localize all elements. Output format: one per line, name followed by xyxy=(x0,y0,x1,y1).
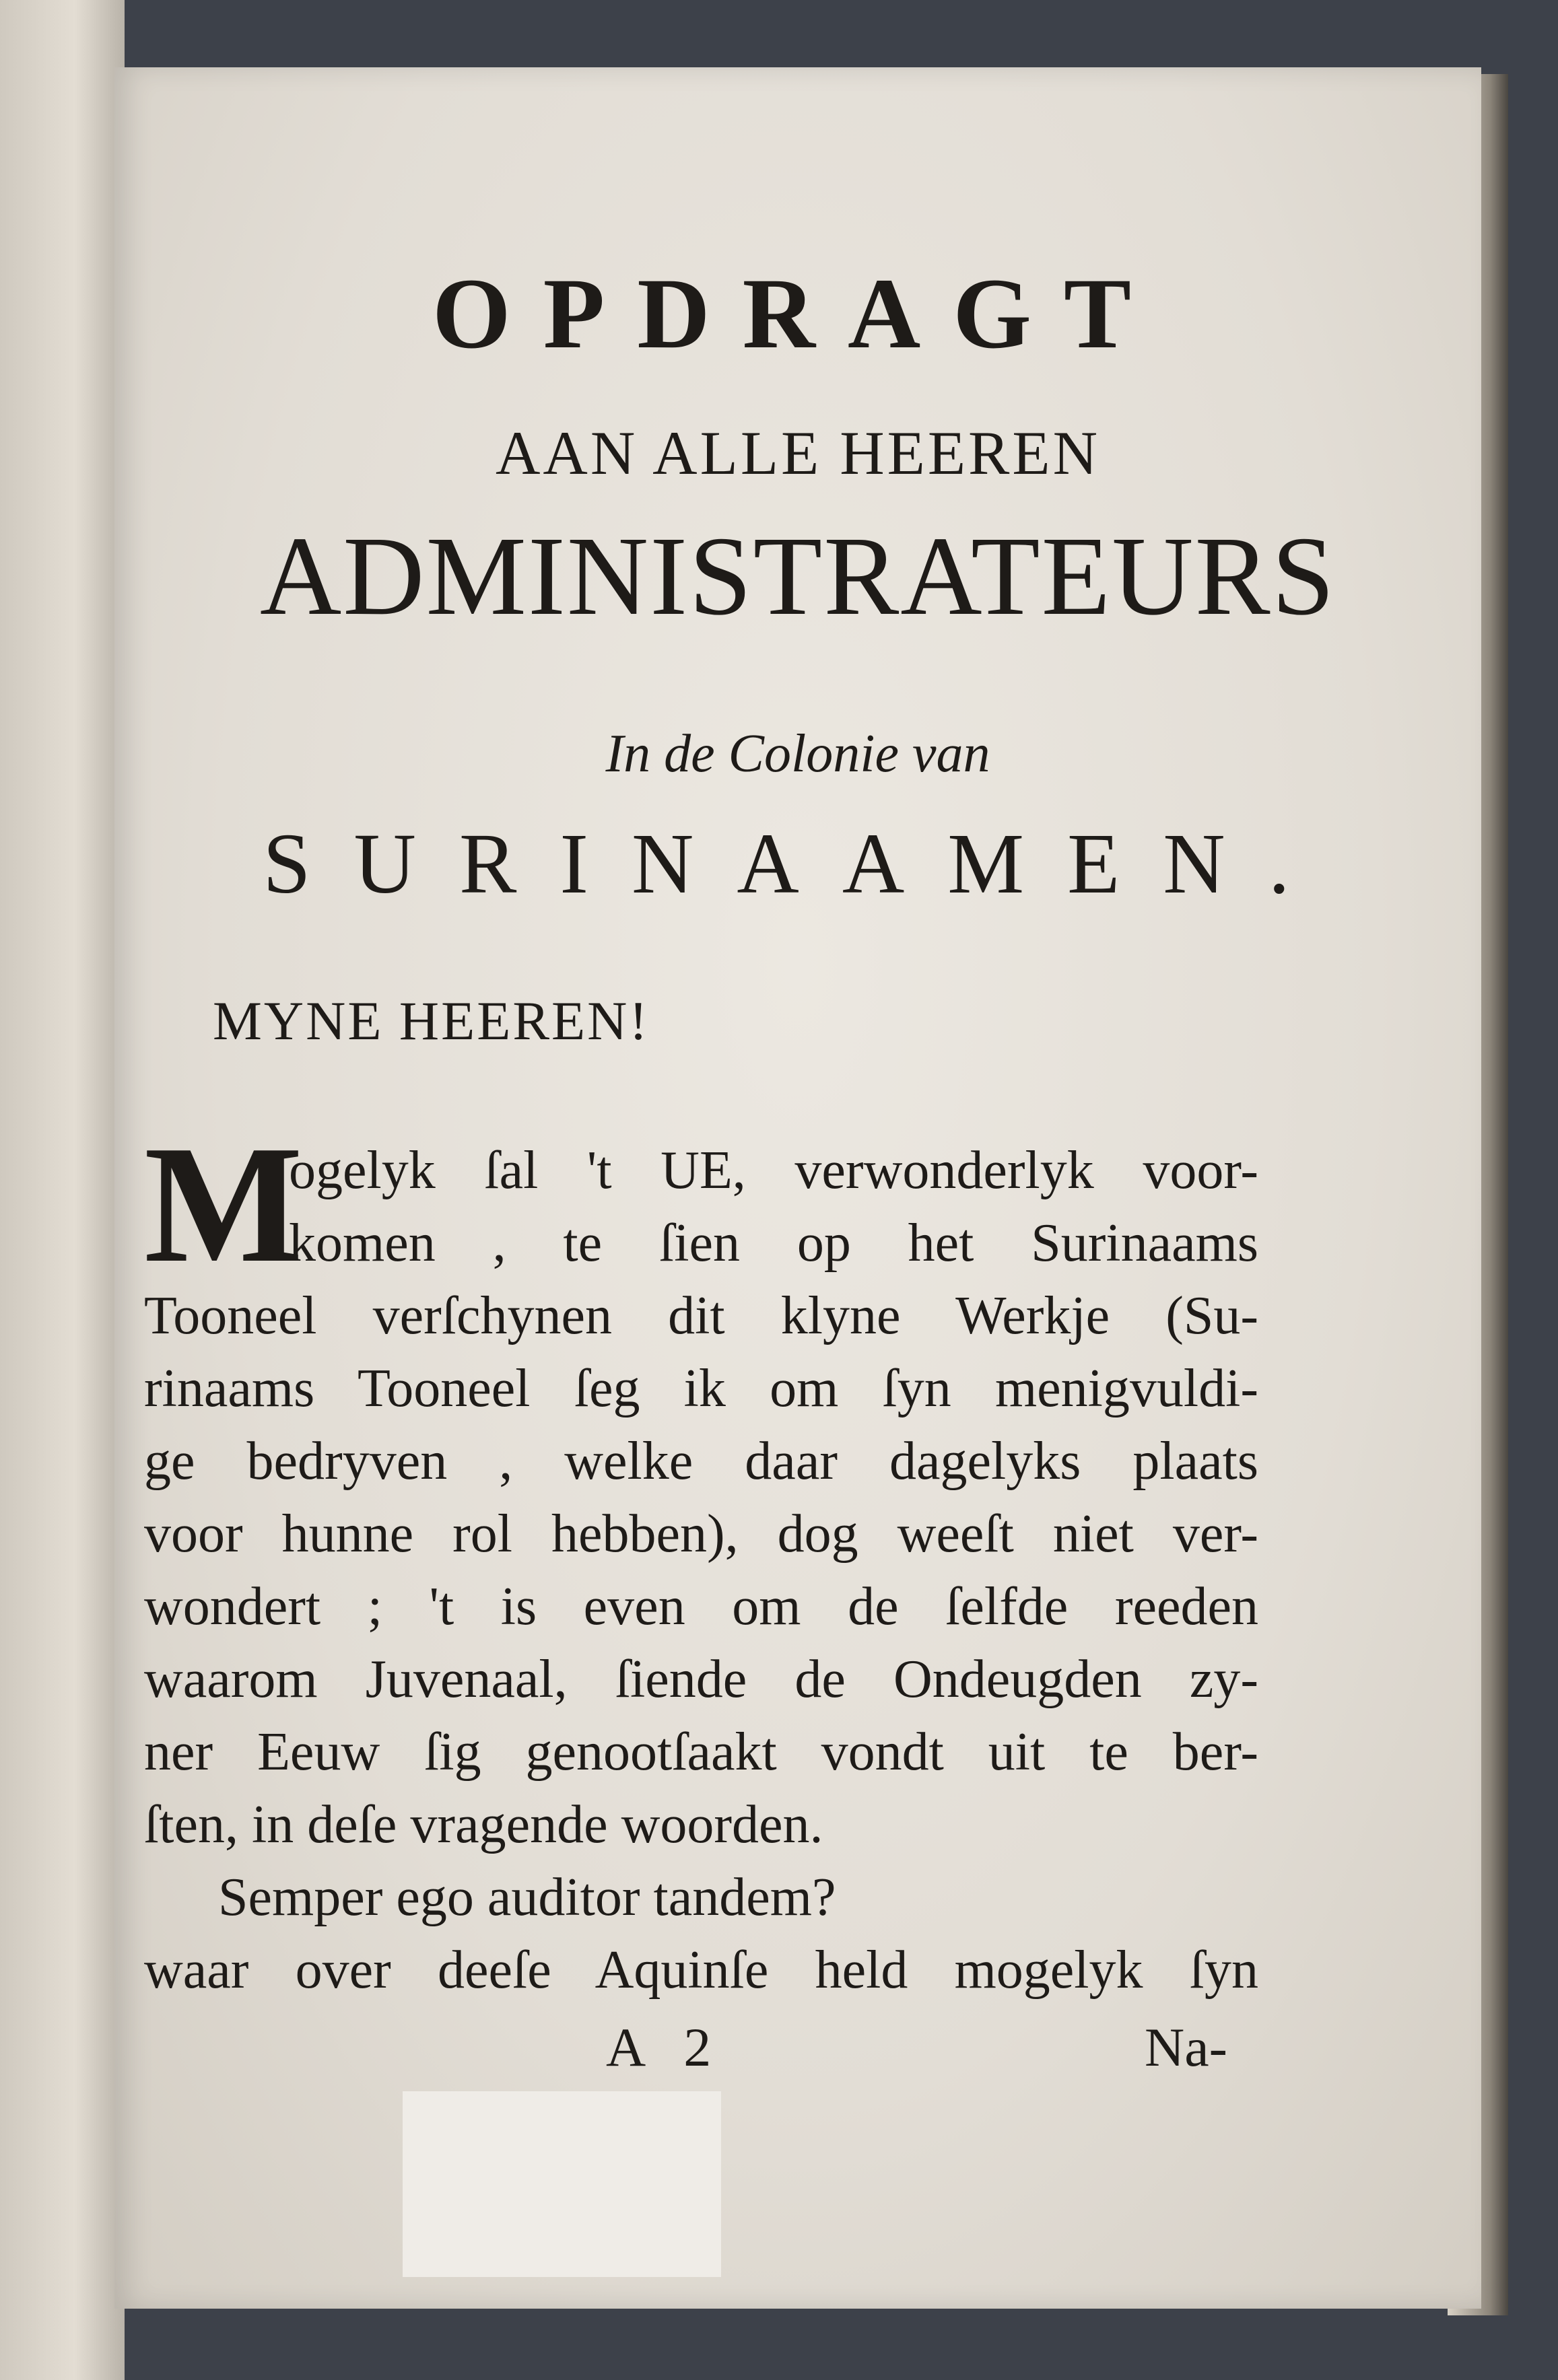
text-line: Tooneel verſchynen dit klyne Werkje (Su- xyxy=(144,1286,1258,1345)
quotation-line: Semper ego auditor tandem? xyxy=(218,1868,836,1927)
text-line: komen , te ſien op het Surinaams xyxy=(289,1214,1258,1273)
subtitle-line: AAN ALLE HEEREN xyxy=(495,419,1101,487)
title: OPDRAGT xyxy=(432,258,1163,370)
catchword: Na- xyxy=(1145,2017,1227,2078)
drop-cap: M xyxy=(144,1111,303,1298)
book-page xyxy=(114,67,1481,2309)
blank-patch xyxy=(403,2091,721,2277)
subtitle-administrateurs: ADMINISTRATEURS xyxy=(259,514,1336,639)
text-line: waar over deeſe Aquinſe held mogelyk ſyn xyxy=(144,1940,1258,2000)
body-text xyxy=(144,1111,1258,2006)
signature-mark: A 2 xyxy=(606,2017,725,2078)
text-line: ge bedryven , welke daar dagelyks plaats xyxy=(144,1432,1258,1491)
text-line: ner Eeuw ſig genootſaakt vondt uit te ber- xyxy=(144,1722,1258,1782)
text-line: waarom Juvenaal, ſiende de Ondeugden zy- xyxy=(144,1650,1258,1709)
subtitle-italic: In de Colonie van xyxy=(605,724,990,783)
text-line: voor hunne rol hebben), dog weeſt niet ver- xyxy=(144,1504,1258,1564)
text-line: wondert ; 't is even om de ſelfde reeden xyxy=(144,1577,1258,1636)
greeting: MYNE HEEREN! xyxy=(213,990,650,1051)
text-line: ſten, in deſe vragende woorden. xyxy=(144,1795,823,1854)
facing-page xyxy=(0,0,125,2380)
text-line: rinaams Tooneel ſeg ik om ſyn menigvuldi- xyxy=(144,1359,1258,1418)
text-line: ogelyk ſal 't UE, verwonderlyk voor- xyxy=(289,1141,1258,1200)
subtitle-surinaamen: SURINAAMEN. xyxy=(263,816,1333,911)
